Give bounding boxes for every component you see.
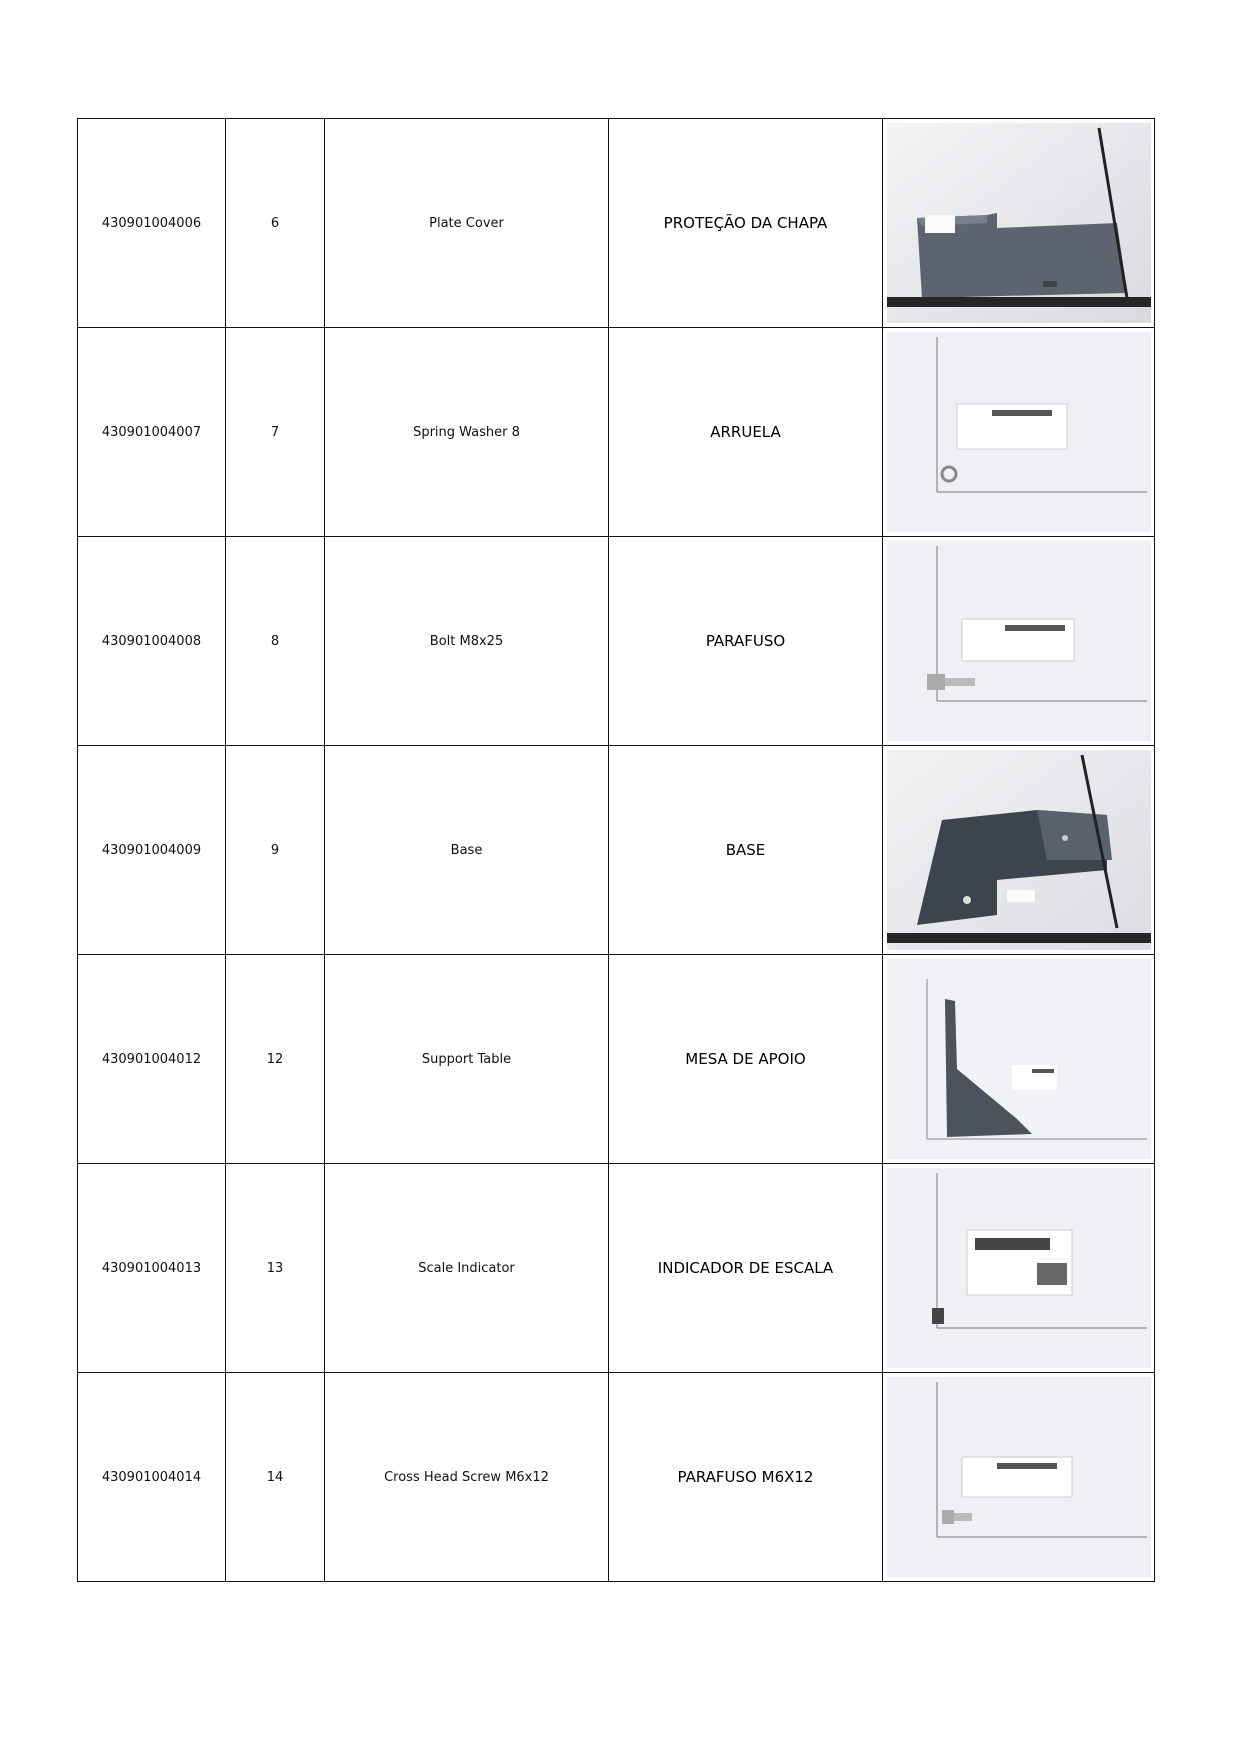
description-portuguese: ARRUELA bbox=[609, 328, 883, 537]
part-photo-bolt bbox=[887, 541, 1151, 741]
description-english: Plate Cover bbox=[325, 119, 609, 328]
position-number: 12 bbox=[226, 955, 325, 1164]
description-english: Spring Washer 8 bbox=[325, 328, 609, 537]
table-row bbox=[78, 1373, 1155, 1582]
part-photo-plate-cover bbox=[887, 123, 1151, 323]
table-row bbox=[78, 119, 1155, 328]
part-code: 430901004012 bbox=[78, 955, 226, 1164]
description-portuguese: PARAFUSO M6X12 bbox=[609, 1373, 883, 1582]
description-english: Support Table bbox=[325, 955, 609, 1164]
table-row bbox=[78, 746, 1155, 955]
table-row bbox=[78, 1164, 1155, 1373]
table-row bbox=[78, 537, 1155, 746]
description-portuguese: PROTEÇÃO DA CHAPA bbox=[609, 119, 883, 328]
part-code: 430901004014 bbox=[78, 1373, 226, 1582]
part-photo-cross-head-screw bbox=[887, 1377, 1151, 1577]
position-number: 8 bbox=[226, 537, 325, 746]
position-number: 9 bbox=[226, 746, 325, 955]
part-photo-base bbox=[887, 750, 1151, 950]
description-portuguese: MESA DE APOIO bbox=[609, 955, 883, 1164]
table-row bbox=[78, 955, 1155, 1164]
position-number: 7 bbox=[226, 328, 325, 537]
position-number: 13 bbox=[226, 1164, 325, 1373]
part-code: 430901004007 bbox=[78, 328, 226, 537]
parts-table bbox=[77, 118, 1155, 1582]
part-code: 430901004013 bbox=[78, 1164, 226, 1373]
description-english: Scale Indicator bbox=[325, 1164, 609, 1373]
description-portuguese: INDICADOR DE ESCALA bbox=[609, 1164, 883, 1373]
description-english: Bolt M8x25 bbox=[325, 537, 609, 746]
part-photo-spring-washer bbox=[887, 332, 1151, 532]
part-code: 430901004009 bbox=[78, 746, 226, 955]
position-number: 6 bbox=[226, 119, 325, 328]
table-row bbox=[78, 328, 1155, 537]
description-english: Base bbox=[325, 746, 609, 955]
description-portuguese: PARAFUSO bbox=[609, 537, 883, 746]
part-photo-support-table bbox=[887, 959, 1151, 1159]
part-code: 430901004008 bbox=[78, 537, 226, 746]
description-english: Cross Head Screw M6x12 bbox=[325, 1373, 609, 1582]
part-code: 430901004006 bbox=[78, 119, 226, 328]
description-portuguese: BASE bbox=[609, 746, 883, 955]
position-number: 14 bbox=[226, 1373, 325, 1582]
part-photo-scale-indicator bbox=[887, 1168, 1151, 1368]
